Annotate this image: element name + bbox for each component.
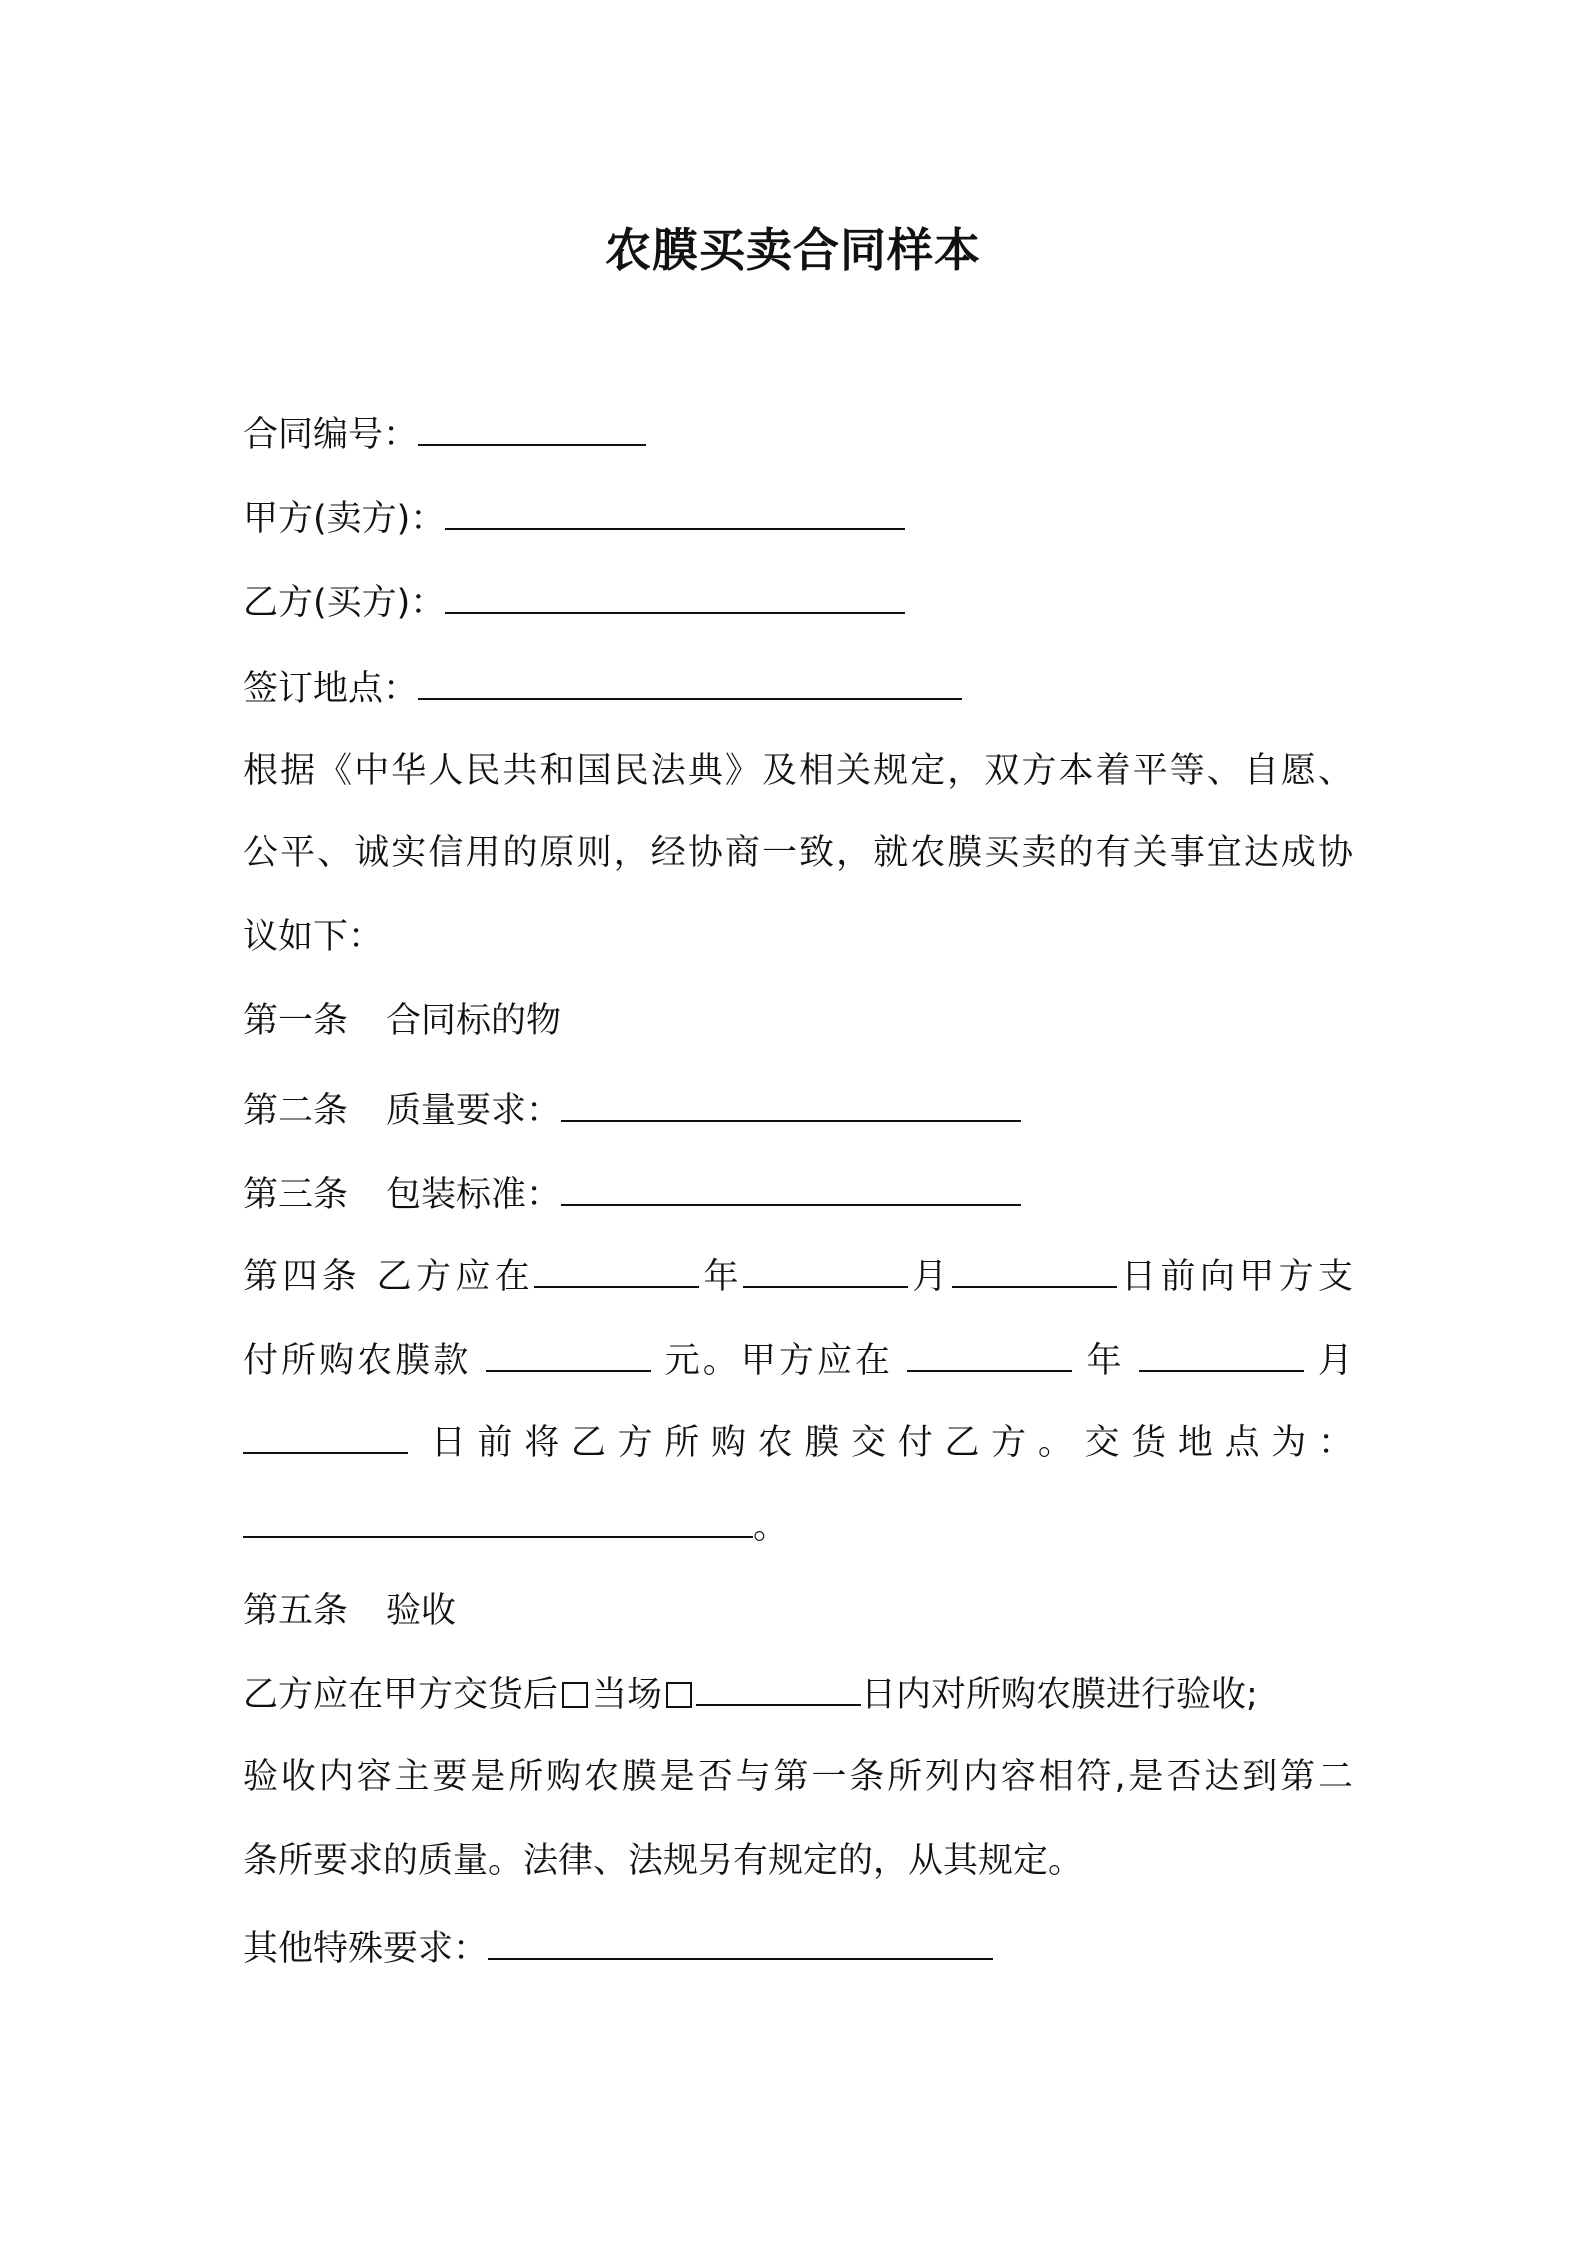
article-4-line-4	[243, 1502, 1353, 1552]
payment-year-blank[interactable]	[534, 1254, 699, 1288]
article-2	[243, 1086, 1353, 1136]
quality-requirements-blank[interactable]	[561, 1088, 1021, 1122]
other-requirements-label: 其他特殊要求：	[243, 1929, 489, 1969]
sign-place-label: 签订地点：	[243, 669, 419, 709]
article-5-title: 验收	[386, 1591, 457, 1631]
payment-amount-blank[interactable]	[486, 1338, 651, 1372]
article-4-line-3	[243, 1418, 1353, 1468]
article-4-end: 。	[753, 1507, 789, 1547]
delivery-location-blank[interactable]	[243, 1504, 753, 1538]
party-a-blank[interactable]	[445, 496, 905, 530]
other-requirements-row	[243, 1924, 1353, 1974]
article-4-year-2: 年	[1086, 1341, 1125, 1381]
on-site-label: 当场	[592, 1675, 663, 1715]
article-5-text-2: 日内对所购农膜进行验收;	[861, 1675, 1258, 1715]
payment-month-blank[interactable]	[743, 1254, 908, 1288]
article-4-yuan: 元。甲方应在	[664, 1341, 894, 1381]
party-a-label: 甲方(卖方)：	[243, 499, 446, 539]
preamble-line-1: 根据《中华人民共和国民法典》及相关规定，双方本着平等、自愿、	[243, 751, 1353, 791]
contract-number-row	[243, 410, 1353, 460]
delivery-month-blank[interactable]	[1139, 1338, 1304, 1372]
article-4-year: 年	[699, 1257, 743, 1297]
article-5-line-2: 验收内容主要是所购农膜是否与第一条所列内容相符,是否达到第二	[243, 1757, 1353, 1797]
article-4-line-2	[243, 1336, 1353, 1386]
article-5-line-1	[243, 1670, 1353, 1720]
article-5-text-1: 乙方应在甲方交货后	[243, 1675, 559, 1715]
article-4-text-2: 日前向甲方支	[1116, 1257, 1353, 1297]
contract-number-label: 合同编号：	[243, 415, 419, 455]
article-1	[243, 996, 1353, 1046]
article-3-number: 第三条	[243, 1175, 349, 1215]
preamble-line-2: 公平、诚实信用的原则，经协商一致，就农膜买卖的有关事宜达成协	[243, 833, 1353, 873]
article-4-line-1	[243, 1252, 1353, 1302]
party-b-row	[243, 578, 1353, 628]
article-4-text-1: 乙方应在	[376, 1257, 535, 1297]
document-title: 农膜买卖合同样本	[605, 223, 981, 277]
article-1-title: 合同标的物	[386, 1001, 562, 1041]
article-4-text-3: 付所购农膜款	[243, 1341, 472, 1381]
within-days-checkbox[interactable]	[666, 1682, 692, 1708]
article-5-number: 第五条	[243, 1591, 349, 1631]
article-2-title: 质量要求：	[386, 1091, 562, 1131]
article-5	[243, 1586, 1353, 1636]
article-4-number: 第四条	[243, 1257, 362, 1297]
preamble-line-3: 议如下：	[243, 917, 384, 957]
article-1-number: 第一条	[243, 1001, 349, 1041]
article-3-title: 包装标准：	[386, 1175, 562, 1215]
delivery-year-blank[interactable]	[907, 1338, 1072, 1372]
sign-place-blank[interactable]	[418, 666, 962, 700]
contract-number-blank[interactable]	[418, 412, 646, 446]
party-b-blank[interactable]	[445, 580, 905, 614]
article-4-month-2: 月	[1317, 1341, 1353, 1381]
other-requirements-blank[interactable]	[488, 1926, 993, 1960]
article-3	[243, 1170, 1353, 1220]
payment-day-blank[interactable]	[952, 1254, 1117, 1288]
sign-place-row	[243, 664, 1353, 714]
article-5-line-3: 条所要求的质量。法律、法规另有规定的，从其规定。	[243, 1841, 1084, 1881]
on-site-checkbox[interactable]	[562, 1682, 588, 1708]
article-4-month: 月	[907, 1257, 952, 1297]
delivery-day-blank[interactable]	[243, 1420, 408, 1454]
inspection-days-blank[interactable]	[696, 1672, 861, 1706]
party-b-label: 乙方(买方)：	[243, 583, 446, 623]
party-a-row	[243, 494, 1353, 544]
article-4-text-4: 日前将乙方所购农膜交付乙方。交货地点为：	[430, 1423, 1353, 1463]
article-2-number: 第二条	[243, 1091, 349, 1131]
packaging-standard-blank[interactable]	[561, 1172, 1021, 1206]
